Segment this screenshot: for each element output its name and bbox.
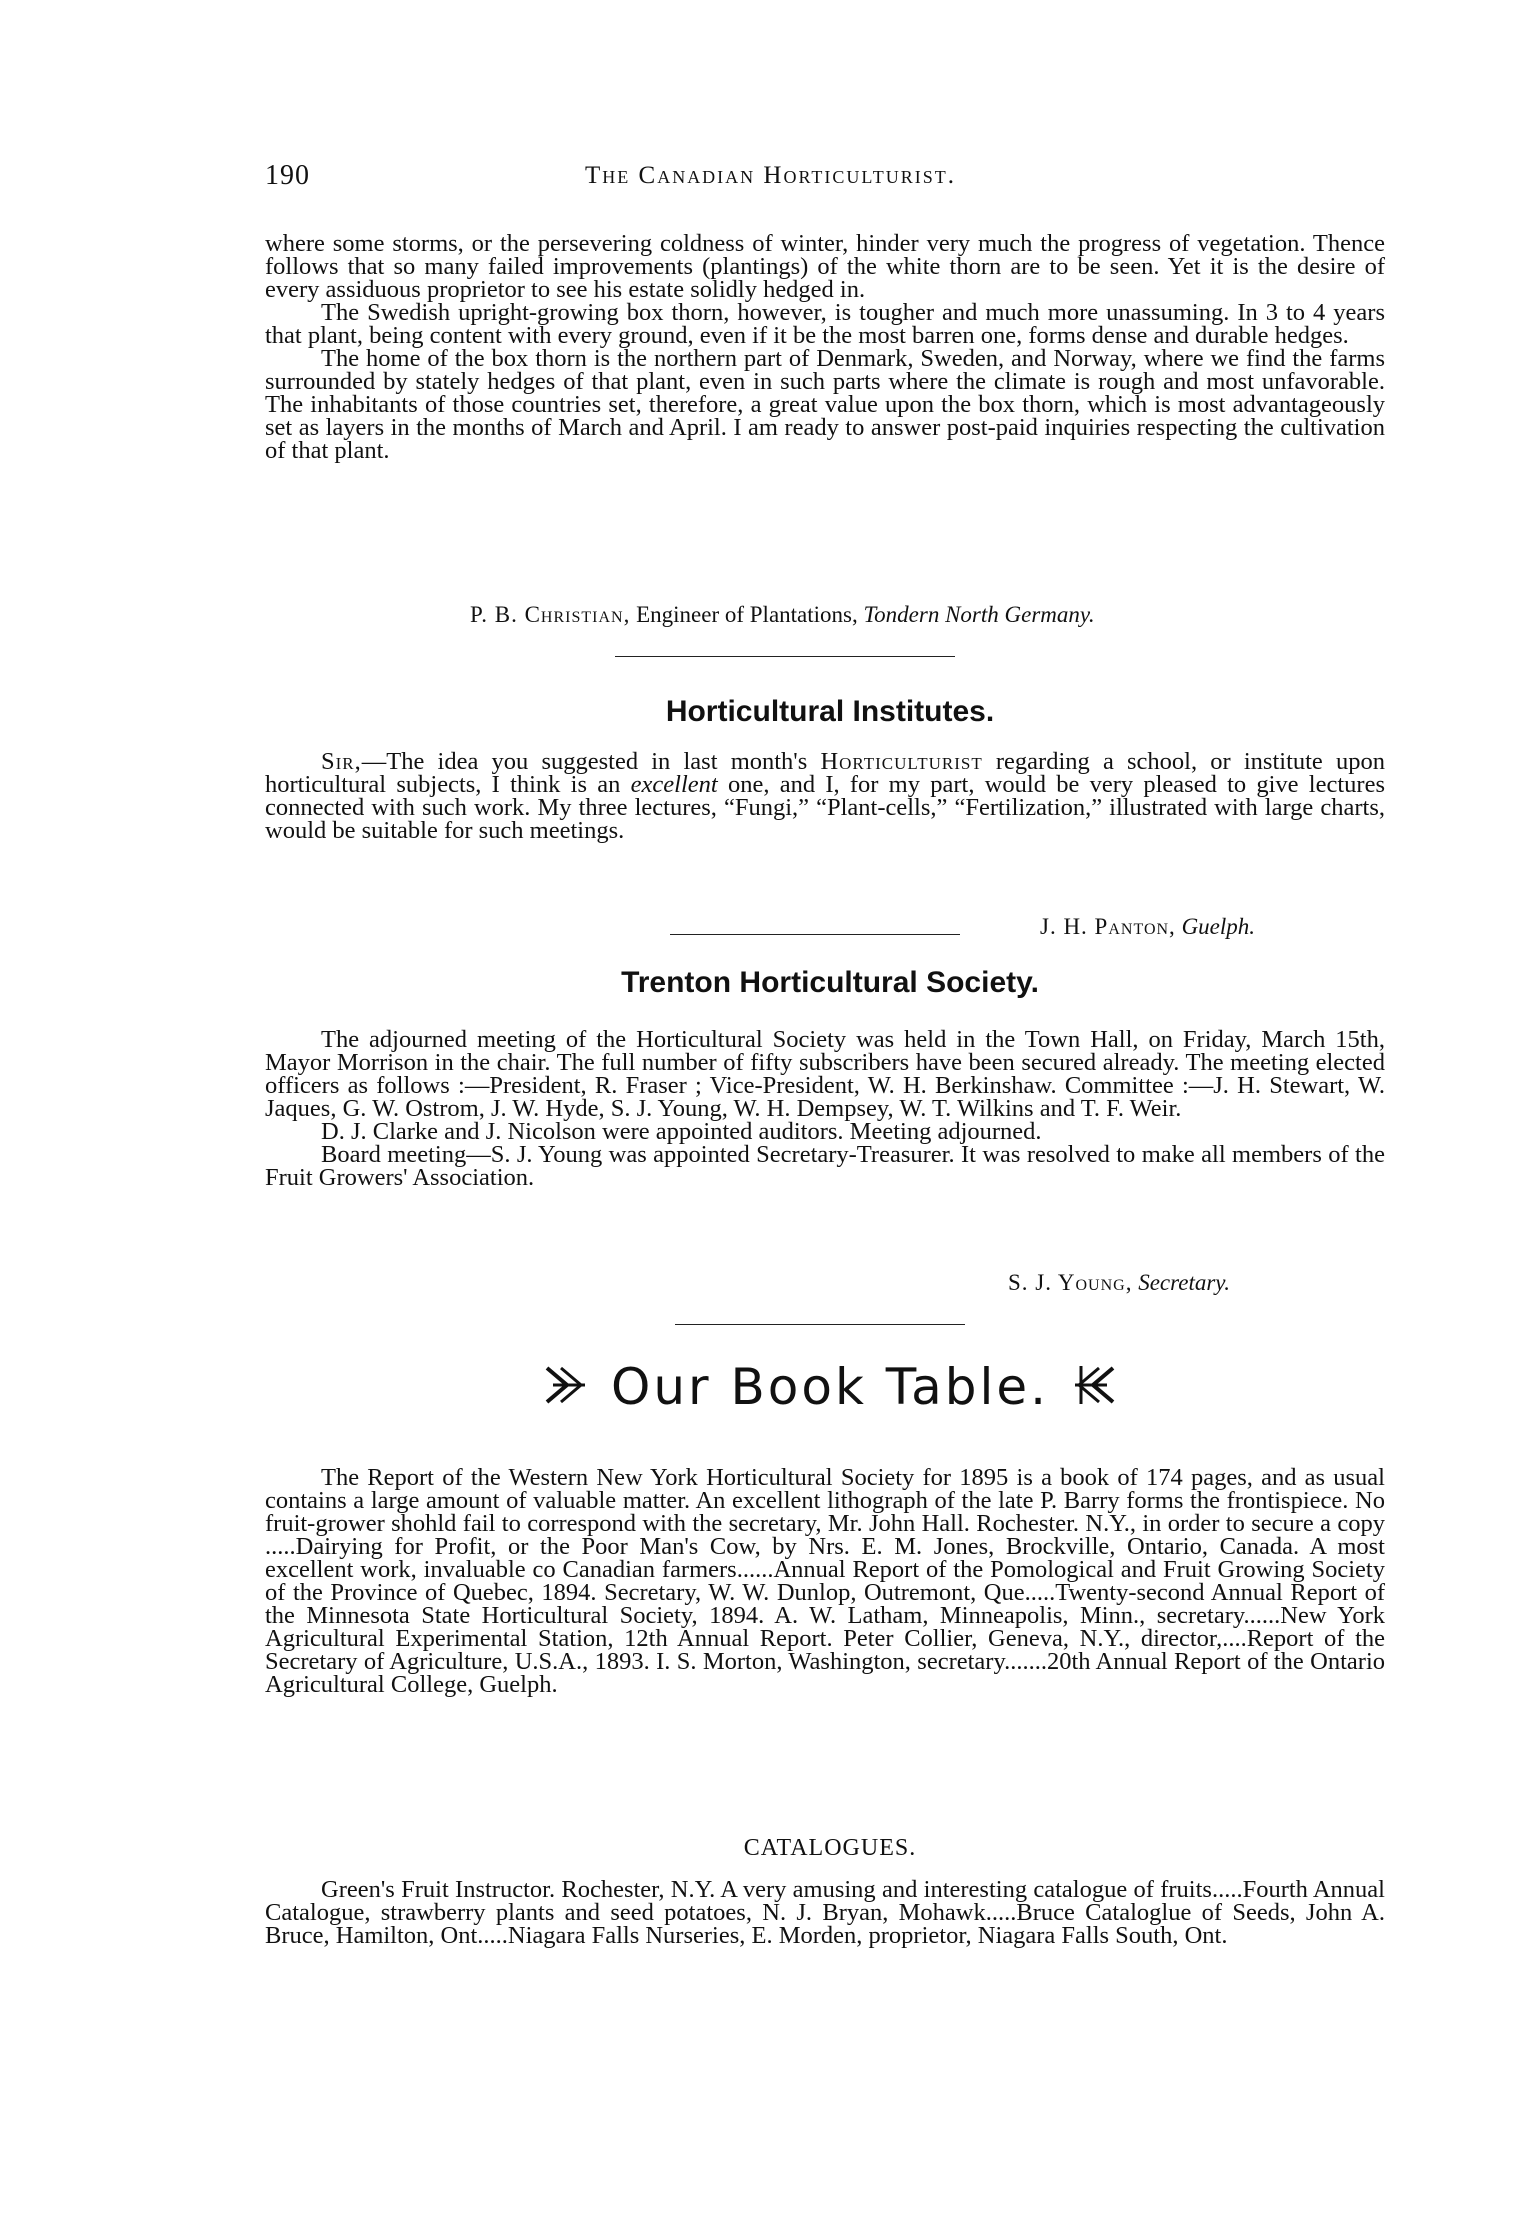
horticultural-institutes-letter bbox=[265, 750, 1385, 842]
signature-place: Secretary. bbox=[1132, 1270, 1230, 1295]
box-thorn-paragraph-1: where some storms, or the persevering coldness of winter, hinder very much the progress of vegetation. Thence follows that so many failed improvements (plantings) of the white thorn are to be seen. Yet it is the desire of every assiduous proprietor to see his estate solidly hedged in. bbox=[265, 230, 1385, 303]
signature-place: Guelph. bbox=[1175, 914, 1256, 939]
magazine-name: Horticulturist bbox=[820, 748, 983, 775]
running-title: The Canadian Horticulturist. bbox=[585, 162, 956, 189]
trenton-paragraph-3: Board meeting—S. J. Young was appointed Secretary-Treasurer. It was resolved to make all members of the Fruit Growers' Association. bbox=[265, 1141, 1385, 1191]
salutation: Sir, bbox=[321, 748, 362, 775]
panton-signature bbox=[1040, 914, 1255, 940]
trenton-paragraph-1: The adjourned meeting of the Horticultural Society was held in the Town Hall, on Friday, March 15th, Mayor Morrison in the chair. The full number of fifty subscribers have been secured already. The meeting elected officers as follows :—President, R. Fraser ; Vice-President, W. H. Berkinshaw. Committee :—J. H. Stewart, W. Jaques, G. W. Ostrom, J. W. Hyde, S. J. Young, W. H. Dempsey, W. T. Wilkins and T. F. Weir. bbox=[265, 1026, 1385, 1122]
box-thorn-paragraph-2: The Swedish upright-growing box thorn, however, is tougher and much more unassuming. In 3 to 4 years that plant, being content with every ground, even if it be the most barren one, forms dense and durable hedges. bbox=[265, 299, 1385, 349]
book-table-heading: Our Book Table. bbox=[610, 1358, 1050, 1416]
book-table-review bbox=[265, 1466, 1385, 1696]
catalogues-paragraph: Green's Fruit Instructor. Rochester, N.Y. A very amusing and interesting catalogue of fruits.....Fourth Annual Catalogue, strawberry plants and seed potatoes, N. J. Bryan, Mohawk.....Bruce Cataloglue of Seeds, John A. Bruce, Hamilton, Ont.....Niagara Falls Nurseries, E. Morden, proprietor, Niagara Falls South, Ont. bbox=[265, 1876, 1385, 1949]
box-thorn-signature bbox=[470, 602, 1095, 628]
letter-text-c: one, and I, for my part, would be very pleased to give lectures connected with such work. My three lectures, “Fungi,” “Plant-cells,” “Fertilization,” illustrated with large charts, would be suitable for such meetings. bbox=[265, 771, 1385, 844]
signature-place: Tondern North Germany. bbox=[863, 602, 1095, 627]
young-signature bbox=[1008, 1270, 1230, 1296]
signature-name: S. J. Young, bbox=[1008, 1270, 1133, 1295]
catalogues-list bbox=[265, 1878, 1385, 1947]
trenton-report bbox=[265, 1028, 1385, 1189]
section-heading-horticultural-institutes: Horticultural Institutes. bbox=[665, 695, 995, 728]
section-heading-trenton: Trenton Horticultural Society. bbox=[621, 966, 1039, 999]
box-thorn-article bbox=[265, 232, 1385, 462]
box-thorn-paragraph-3: The home of the box thorn is the northern part of Denmark, Sweden, and Norway, where we find the farms surrounded by stately hedges of that plant, even in such parts where the climate is rough and most unfavorable. The inhabitants of those countries set, therefore, a great value upon the box thorn, which is most advantageously set as layers in the months of March and April. I am ready to answer post-paid inquiries respecting the cultivation of that plant. bbox=[265, 345, 1385, 464]
letter-text-b: regarding a school, or institute upon horticultural subjects, I think is an bbox=[265, 748, 1385, 798]
left-ornament-icon bbox=[543, 1362, 587, 1413]
signature-rule bbox=[670, 934, 960, 935]
section-divider bbox=[615, 656, 955, 657]
emphasis-word: excellent bbox=[630, 771, 718, 798]
page-number: 190 bbox=[265, 160, 310, 191]
letter-paragraph bbox=[265, 750, 1385, 842]
signature-title: Engineer of Plantations, bbox=[630, 602, 864, 627]
trenton-paragraph-2: D. J. Clarke and J. Nicolson were appointed auditors. Meeting adjourned. bbox=[321, 1118, 1042, 1145]
book-table-title bbox=[265, 1358, 1395, 1428]
book-table-paragraph: The Report of the Western New York Horticultural Society for 1895 is a book of 174 pages, and as usual contains a large amount of valuable matter. An excellent lithograph of the late P. Barry forms the frontispiece. No fruit-grower shohld fail to correspond with the secretary, Mr. John Hall. Rochester. N.Y., in order to secure a copy .....Dairying for Profit, or the Poor Man's Cow, by Nrs. E. M. Jones, Brockville, Ontario, Canada. A most excellent work, invaluable co Canadian farmers......Annual Report of the Pomological and Fruit Growing Society of the Province of Quebec, 1894. Secretary, W. W. Dunlop, Outremont, Que.....Twenty-second Annual Report of the Minnesota State Horticultural Society, 1894. A. W. Latham, Minneapolis, Minn., secretary......New York Agricultural Experimental Station, 12th Annual Report. Peter Collier, Geneva, N.Y., director,....Report of the Secretary of Agriculture, U.S.A., 1893. I. S. Morton, Washington, secretary.......20th Annual Report of the Ontario Agricultural College, Guelph. bbox=[265, 1464, 1385, 1698]
signature-name: P. B. Christian, bbox=[470, 602, 631, 627]
signature-name: J. H. Panton, bbox=[1040, 914, 1176, 939]
section-divider bbox=[675, 1324, 965, 1325]
catalogues-heading: CATALOGUES. bbox=[743, 1835, 917, 1861]
letter-text-a: —The idea you suggested in last month's bbox=[361, 748, 821, 775]
page-header bbox=[265, 160, 1395, 200]
right-ornament-icon bbox=[1073, 1362, 1117, 1413]
